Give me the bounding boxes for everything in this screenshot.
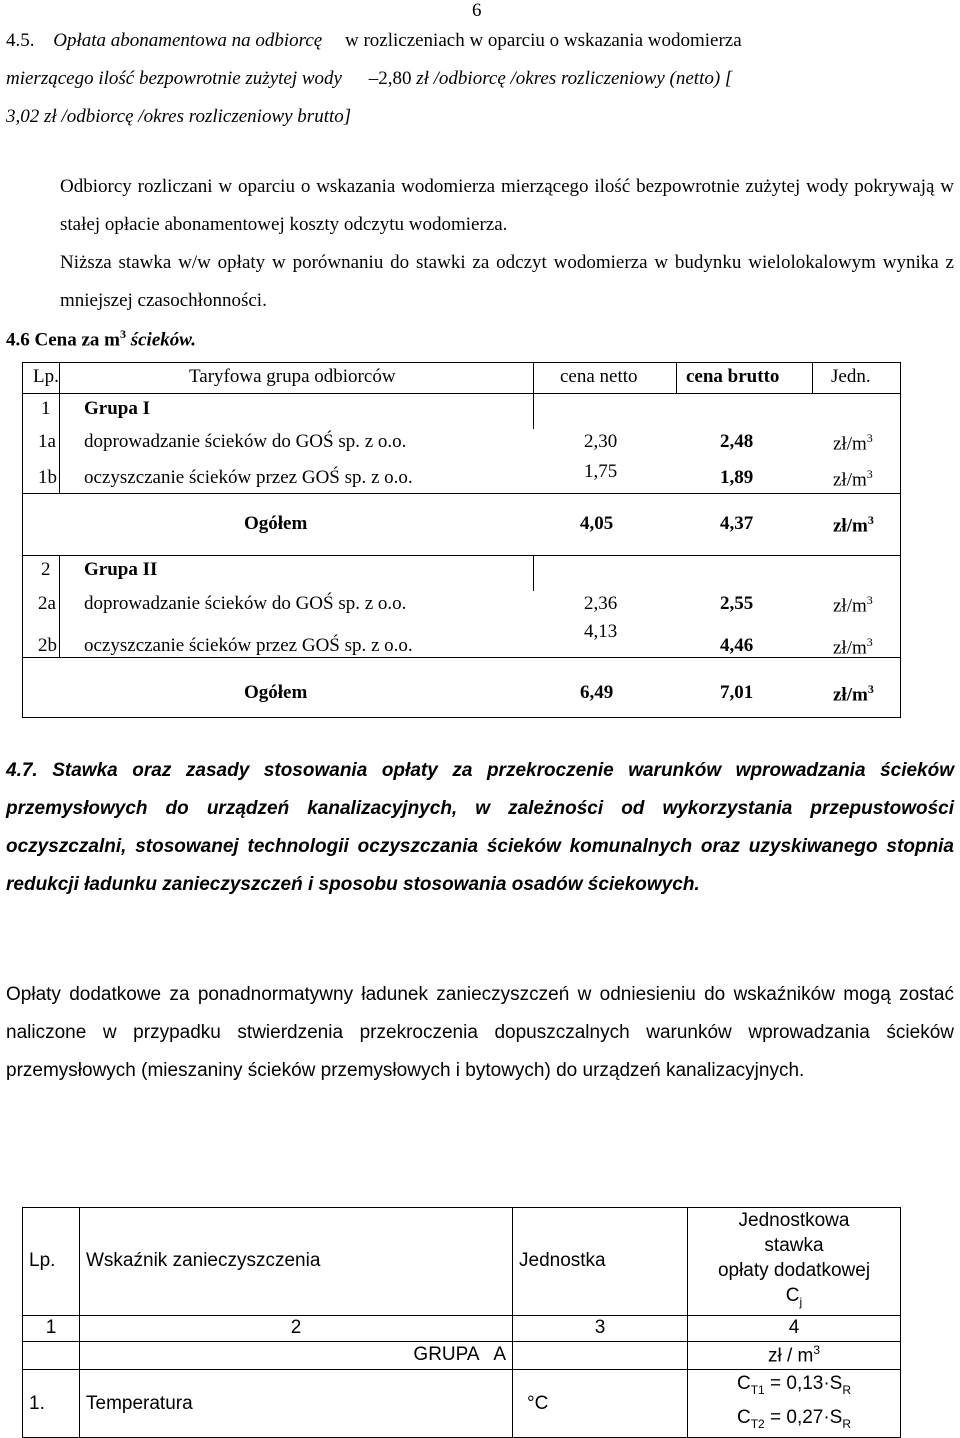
section-4-6-heading: 4.6 Cena za $m^3$ ścieków. <box>6 327 196 351</box>
paragraph-additional-fees: Opłaty dodatkowe za ponadnormatywny ładunek zanieczyszczeń w odniesieniu do wskaźników mogą zostać naliczone w przypadku stwierdzenia przekroczenia dopuszczalnych warunków wprowadzania ścieków przemysłowych (mieszaniny ścieków przemysłowych i bytowych) do urządzeń kanalizacyjnych. <box>6 984 954 1081</box>
group-2-name: Grupa II <box>84 559 158 580</box>
row-1b-netto: 1,75 <box>584 461 618 482</box>
section-line-3: 3,02 zł /odbiorcę /okres rozliczeniowy brutto] <box>6 106 352 127</box>
group-1-total-netto: 4,05 <box>580 513 614 534</box>
group-2-total-brutto: 7,01 <box>720 682 754 703</box>
group-2-total-netto: 6,49 <box>580 682 614 703</box>
group-2-total-label: Ogółem <box>244 682 308 703</box>
group-1-total-unit: $zł/m^3$ <box>833 513 874 537</box>
t2-row1-rate: $C_{T1} = 0,13\cdot S_R$ $C_{T2} = 0,27\cdot S_R$ <box>688 1369 901 1438</box>
section-line-2-value: –2,80 <box>368 68 412 89</box>
row-1a-brutto: 2,48 <box>720 431 754 452</box>
t2-col-number: 1 <box>23 1315 80 1341</box>
t2-group-label: GRUPA A <box>80 1341 513 1369</box>
group-2-total-unit: $zł/m^3$ <box>833 682 874 706</box>
t2-col-number: 3 <box>513 1315 688 1341</box>
sewage-price-table <box>22 362 901 718</box>
row-1a-netto: 2,30 <box>584 431 618 452</box>
header-unit: Jedn. <box>831 366 871 387</box>
header-brutto: cena brutto <box>686 366 780 387</box>
section-number: 4.5. <box>6 30 35 51</box>
group-1-total-brutto: 4,37 <box>720 513 754 534</box>
section-title-italic: Opłata abonamentowa na odbiorcę <box>53 30 323 51</box>
row-2a-brutto: 2,55 <box>720 593 754 614</box>
paragraph-lower-rate: Niższa stawka w/w opłaty w porównaniu do stawki za odczyt wodomierza w budynku wielolokalowym wynika z mniejszej czasochłonności. <box>60 252 954 311</box>
row-2b-lp: 2b <box>38 635 57 656</box>
row-2a-lp: 2a <box>38 593 56 614</box>
section-title-rest: w rozliczeniach w oparciu o wskazania wodomierza <box>344 30 742 51</box>
page-number: 6 <box>472 0 482 21</box>
row-1b-brutto: 1,89 <box>720 467 754 488</box>
section-4-5 <box>6 22 954 136</box>
section-4-7-heading: 4.7. Stawka oraz zasady stosowania opłaty za przekroczenie warunków wprowadzania ścieków przemysłowych do urządzeń kanalizacyjnych, w zależności od wykorzystania przepustowości oczyszczalni, stosowanej technologii oczyszczania ścieków komunalnych oraz uzyskiwanego stopnia redukcji ładunku zanieczyszczeń i sposobu stosowania osadów ściekowych. <box>6 760 954 895</box>
header-lp: Lp. <box>33 366 59 387</box>
t2-row1-lp: 1. <box>23 1369 80 1438</box>
t2-row1-unit: °C <box>513 1369 688 1438</box>
row-2a-unit: $zł/m^3$ <box>833 593 873 617</box>
row-1b-lp: 1b <box>38 467 57 488</box>
t2-group-unit: zł / $m^3$ <box>688 1341 901 1369</box>
header-netto: cena netto <box>560 366 638 387</box>
section-line-2-unit: zł /odbiorcę /okres rozliczeniowy (netto) [ <box>416 68 733 89</box>
t2-header-lp: Lp. <box>23 1208 80 1316</box>
t2-header-unit: Jednostka <box>513 1208 688 1316</box>
row-2b-unit: $zł/m^3$ <box>833 635 873 659</box>
group-1-lp: 1 <box>41 398 51 419</box>
section-line-2: mierzącego ilość bezpowrotnie zużytej wody <box>6 68 342 89</box>
t2-row1-indicator: Temperatura <box>80 1369 513 1438</box>
group-2-lp: 2 <box>41 559 51 580</box>
row-1b-unit: $zł/m^3$ <box>833 467 873 491</box>
t2-col-number: 2 <box>80 1315 513 1341</box>
row-1b-name: oczyszczanie ścieków przez GOŚ sp. z o.o. <box>84 467 413 488</box>
t2-header-indicator: Wskaźnik zanieczyszczenia <box>80 1208 513 1316</box>
row-2a-netto: 2,36 <box>584 593 618 614</box>
group-1-total-label: Ogółem <box>244 513 308 534</box>
row-2b-netto: 4,13 <box>584 621 618 642</box>
row-1a-lp: 1a <box>38 431 56 452</box>
row-1a-unit: $zł/m^3$ <box>833 431 873 455</box>
row-2b-name: oczyszczanie ścieków przez GOŚ sp. z o.o. <box>84 635 413 656</box>
group-1-name: Grupa I <box>84 398 150 419</box>
pollution-fee-table <box>22 1207 901 1438</box>
row-2b-brutto: 4,46 <box>720 635 754 656</box>
paragraph-abonament: Odbiorcy rozliczani w oparciu o wskazania wodomierza mierzącego ilość bezpowrotnie zużytej wody pokrywają w stałej opłacie abonamentowej koszty odczytu wodomierza. <box>60 176 954 235</box>
row-1a-name: doprowadzanie ścieków do GOŚ sp. z o.o. <box>84 431 407 452</box>
t2-header-rate: Jednostkowa stawka opłaty dodatkowej $C_j$ <box>688 1208 901 1316</box>
header-group: Taryfowa grupa odbiorców <box>189 366 396 387</box>
row-2a-name: doprowadzanie ścieków do GOŚ sp. z o.o. <box>84 593 407 614</box>
t2-col-number: 4 <box>688 1315 901 1341</box>
